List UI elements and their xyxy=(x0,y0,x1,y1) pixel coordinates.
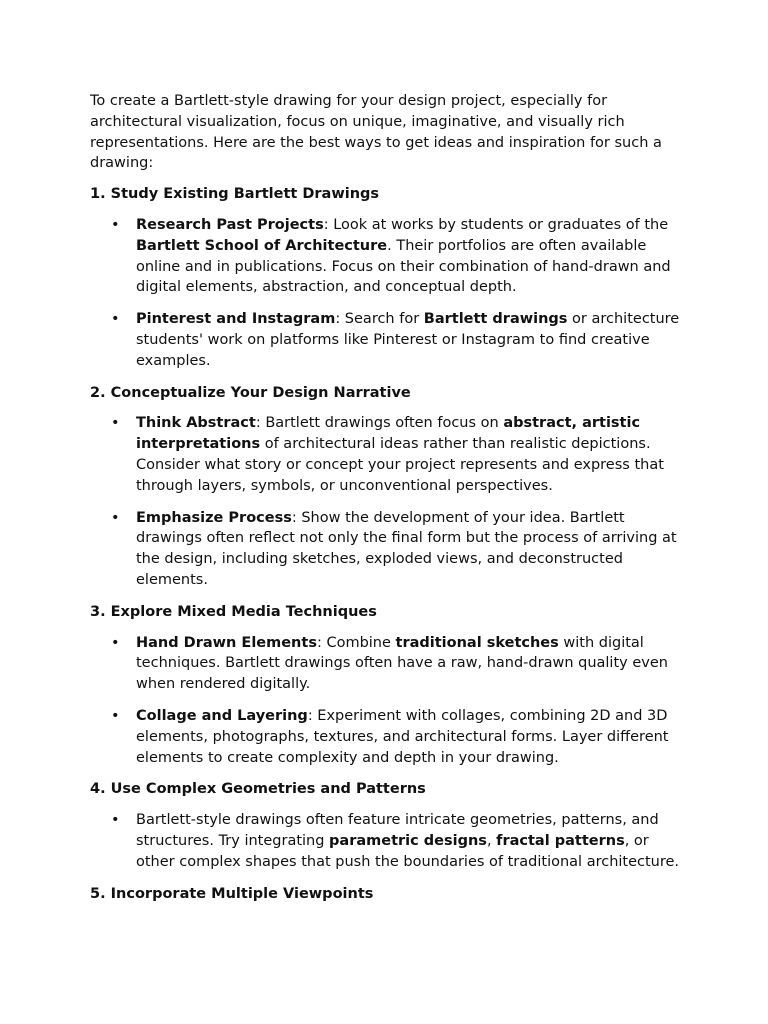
item-emphasis: parametric designs xyxy=(329,832,487,849)
item-text: : Search for xyxy=(335,311,424,328)
list-item xyxy=(90,633,685,695)
item-title: Emphasize Process xyxy=(136,509,292,526)
section-list-4 xyxy=(90,810,685,872)
item-text: : Bartlett drawings often focus on xyxy=(255,415,504,432)
item-text: , xyxy=(486,832,497,849)
document-body xyxy=(90,91,685,914)
item-text: : Experiment with collages, combining 2D and 3D elements, photographs, textures, and architectural forms. Layer different elements to create complexity and depth in your drawing. xyxy=(136,707,669,766)
item-text: : Look at works by students or graduates of the xyxy=(323,216,669,233)
item-emphasis: Bartlett drawings xyxy=(423,311,568,328)
item-text: of architectural ideas rather than realistic depictions. Consider what story or concept your project represents and express that through layers, symbols, or unconventional perspectives. xyxy=(136,436,664,494)
list-item xyxy=(90,309,685,371)
section-list-1 xyxy=(90,215,685,372)
list-item xyxy=(90,215,685,298)
item-emphasis: abstract, artistic interpretations xyxy=(136,415,641,453)
section-heading-design-narrative: 2. Conceptualize Your Design Narrative xyxy=(90,384,411,401)
section-heading-multiple-viewpoints: 5. Incorporate Multiple Viewpoints xyxy=(90,885,374,902)
item-text: , or other complex shapes that push the boundaries of traditional architecture. xyxy=(136,832,680,870)
section-heading-complex-geometries: 4. Use Complex Geometries and Patterns xyxy=(90,781,426,798)
item-text: . Their portfolios are often available online and in publications. Focus on their combination of hand-drawn and digital elements, abstraction, and conceptual depth. xyxy=(136,237,671,296)
section-list-3 xyxy=(90,633,685,769)
intro-paragraph: To create a Bartlett-style drawing for your design project, especially for architectural visualization, focus on unique, imaginative, and visually rich representations. Here are the best ways to get ideas and inspiration for such a drawing: xyxy=(90,93,662,172)
item-title: Collage and Layering xyxy=(136,707,308,724)
item-text: or architecture students' work on platforms like Pinterest or Instagram to find creative examples. xyxy=(136,311,680,369)
item-text: Bartlett-style drawings often feature intricate geometries, patterns, and structures. Try integrating xyxy=(136,812,659,849)
item-title: Hand Drawn Elements xyxy=(136,634,317,651)
item-text: : Combine xyxy=(316,634,396,651)
item-text: : Show the development of your idea. Bartlett drawings often reflect not only the final form but the process of arriving at the design, including sketches, exploded views, and deconstructed elements. xyxy=(136,509,677,588)
list-item xyxy=(90,706,685,768)
bullet-icon: • xyxy=(111,311,120,328)
section-heading-mixed-media: 3. Explore Mixed Media Techniques xyxy=(90,603,377,620)
list-item xyxy=(90,508,685,591)
item-emphasis: traditional sketches xyxy=(395,634,559,651)
item-title: Pinterest and Instagram xyxy=(136,311,336,328)
list-item xyxy=(90,413,685,496)
bullet-icon: • xyxy=(111,509,120,526)
bullet-icon: • xyxy=(111,634,120,651)
bullet-icon: • xyxy=(111,707,120,724)
item-emphasis: fractal patterns xyxy=(496,832,625,849)
item-text: with digital techniques. Bartlett drawings often have a raw, hand-drawn quality even when rendered digitally. xyxy=(136,634,668,693)
section-list-2 xyxy=(90,413,685,590)
bullet-icon: • xyxy=(111,415,120,432)
bullet-icon: • xyxy=(111,216,120,233)
item-title: Think Abstract xyxy=(136,415,256,432)
list-item xyxy=(90,810,685,872)
section-heading-study-existing: 1. Study Existing Bartlett Drawings xyxy=(90,186,380,203)
item-emphasis: Bartlett School of Architecture xyxy=(136,237,388,254)
bullet-icon: • xyxy=(111,812,120,829)
item-title: Research Past Projects xyxy=(136,216,324,233)
